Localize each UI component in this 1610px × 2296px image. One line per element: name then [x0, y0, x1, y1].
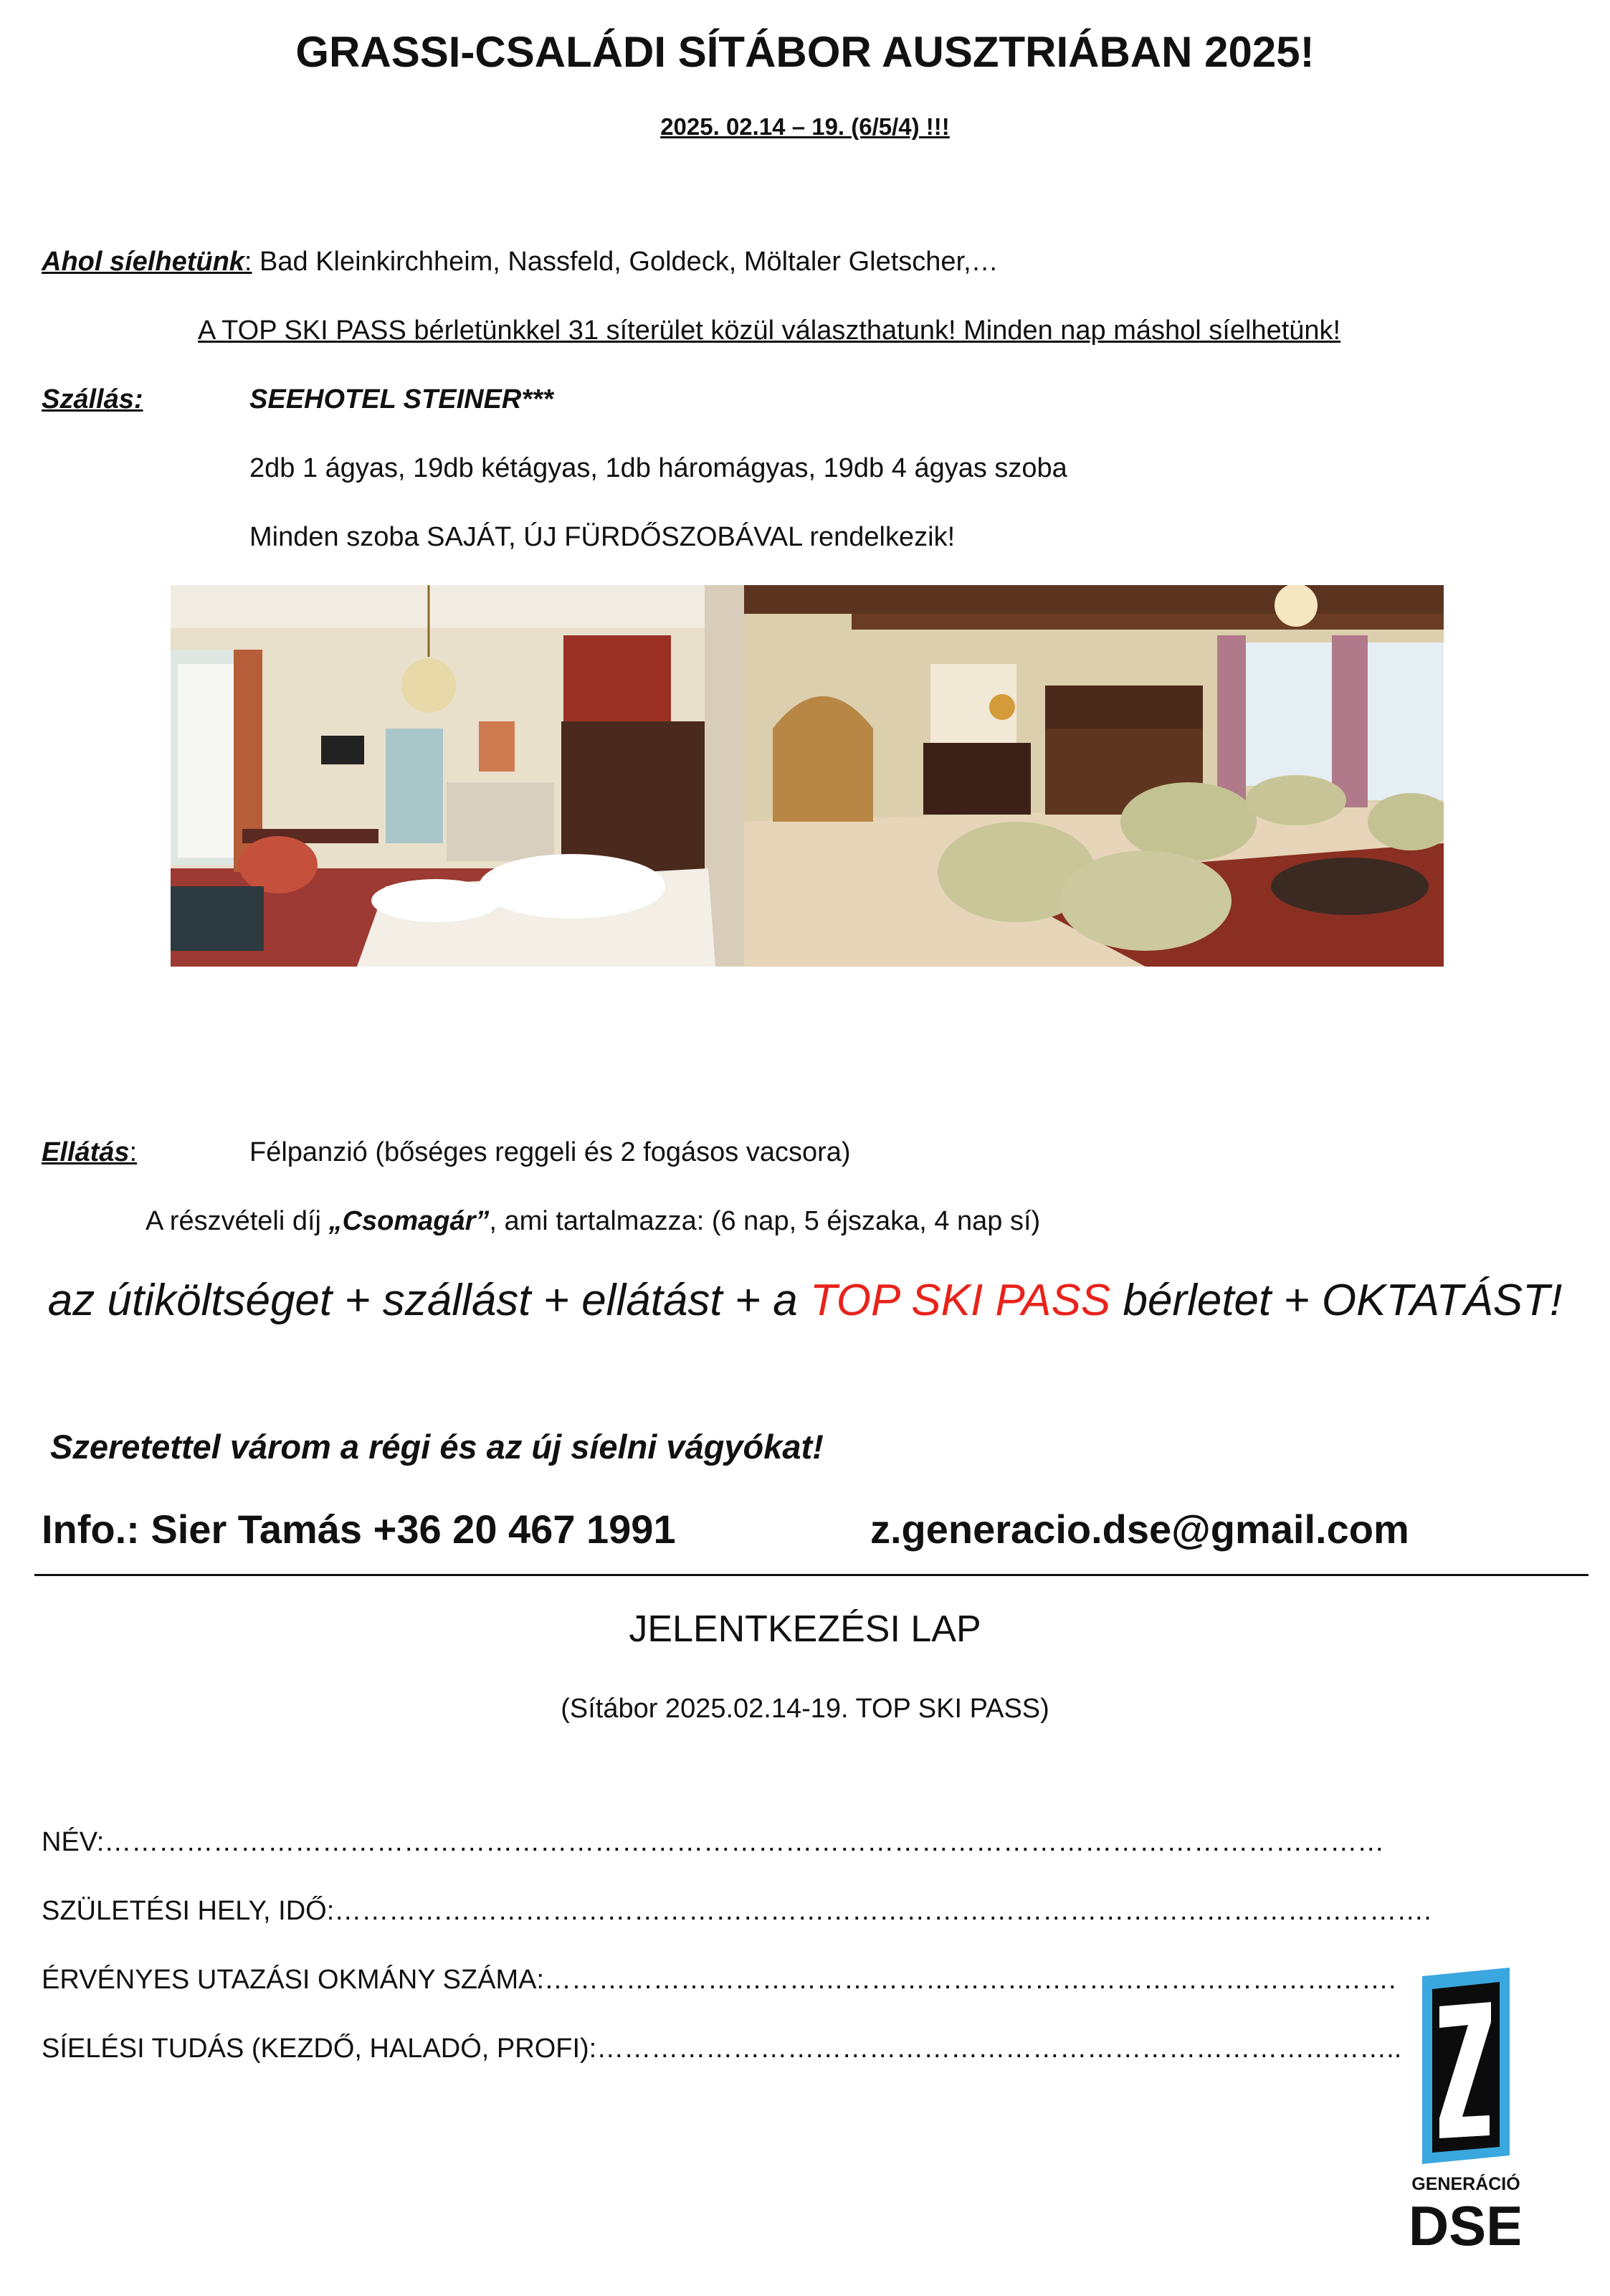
form-title: JELENTKEZÉSI LAP	[629, 1608, 981, 1650]
package-line	[146, 1206, 1040, 1237]
hotel-lounge-illustration	[744, 585, 1444, 967]
where-sep: :	[244, 247, 252, 277]
package-prefix: A részvételi díj	[146, 1206, 329, 1236]
includes-ski-pass: TOP SKI PASS	[810, 1276, 1111, 1325]
field-name[interactable]: NÉV:……………………………………………………………………………………………………………………………	[42, 1827, 1385, 1857]
meals-label: Ellátás	[42, 1137, 130, 1167]
meals-sep: :	[129, 1137, 138, 1167]
contact-info: Info.: Sier Tamás +36 20 467 1991	[42, 1507, 676, 1552]
lodging-label: Szállás:	[42, 384, 143, 414]
club-logo	[1412, 1962, 1520, 2259]
divider	[34, 1574, 1588, 1576]
logo-top-text: GENERÁCIÓ	[1412, 2174, 1520, 2194]
z-logo-icon	[1412, 1962, 1520, 2259]
meals-line	[42, 1137, 137, 1168]
logo-bottom-text: DSE	[1412, 2194, 1520, 2257]
where-value: Bad Kleinkirchheim, Nassfeld, Goldeck, Möltaler Gletscher,…	[252, 247, 999, 277]
hotel-name: SEEHOTEL STEINER***	[249, 384, 553, 414]
hotel-room-illustration	[171, 585, 744, 967]
where-line	[42, 247, 999, 277]
where-label: Ahol síelhetünk	[42, 247, 244, 277]
hotel-lounge-photo	[744, 585, 1444, 967]
form-subtitle: (Sítábor 2025.02.14-19. TOP SKI PASS)	[561, 1694, 1049, 1724]
bathroom-info: Minden szoba SAJÁT, ÚJ FÜRDŐSZOBÁVAL rendelkezik!	[249, 522, 956, 552]
package-includes	[0, 1275, 1610, 1326]
room-info: 2db 1 ágyas, 19db kétágyas, 1db háromágyas, 19db 4 ágyas szoba	[249, 453, 1067, 483]
field-document[interactable]: ÉRVÉNYES UTAZÁSI OKMÁNY SZÁMA:………………………………………………………………………………….	[42, 1965, 1396, 1995]
dates: 2025. 02.14 – 19. (6/5/4) !!!	[660, 113, 950, 140]
package-suffix: , ami tartalmazza: (6 nap, 5 éjszaka, 4 nap sí)	[489, 1206, 1041, 1236]
page-title: GRASSI-CSALÁDI SÍTÁBOR AUSZTRIÁBAN 2025!	[295, 28, 1315, 76]
hotel-room-photo	[171, 585, 744, 967]
ski-pass-note: A TOP SKI PASS bérletünkkel 31 síterület közül választhatunk! Minden nap máshol síelhetünk!	[198, 316, 1341, 346]
contact-email[interactable]: z.generacio.dse@gmail.com	[870, 1507, 1409, 1552]
field-birth[interactable]: SZÜLETÉSI HELY, IDŐ:………………………………………………………………………………………………………….	[42, 1896, 1432, 1926]
includes-text-a: az útiköltséget + szállást + ellátást + a	[47, 1276, 810, 1325]
includes-text-b: bérletet + OKTATÁST!	[1110, 1276, 1563, 1325]
package-name: „Csomagár”	[328, 1206, 490, 1236]
meals-value: Félpanzió (bőséges reggeli és 2 fogásos vacsora)	[249, 1137, 851, 1167]
field-ski-level[interactable]: SÍELÉSI TUDÁS (KEZDŐ, HALADÓ, PROFI):……………………………………………………………………………..	[42, 2034, 1402, 2064]
welcome-message: Szeretettel várom a régi és az új síelni vágyókat!	[50, 1428, 824, 1466]
